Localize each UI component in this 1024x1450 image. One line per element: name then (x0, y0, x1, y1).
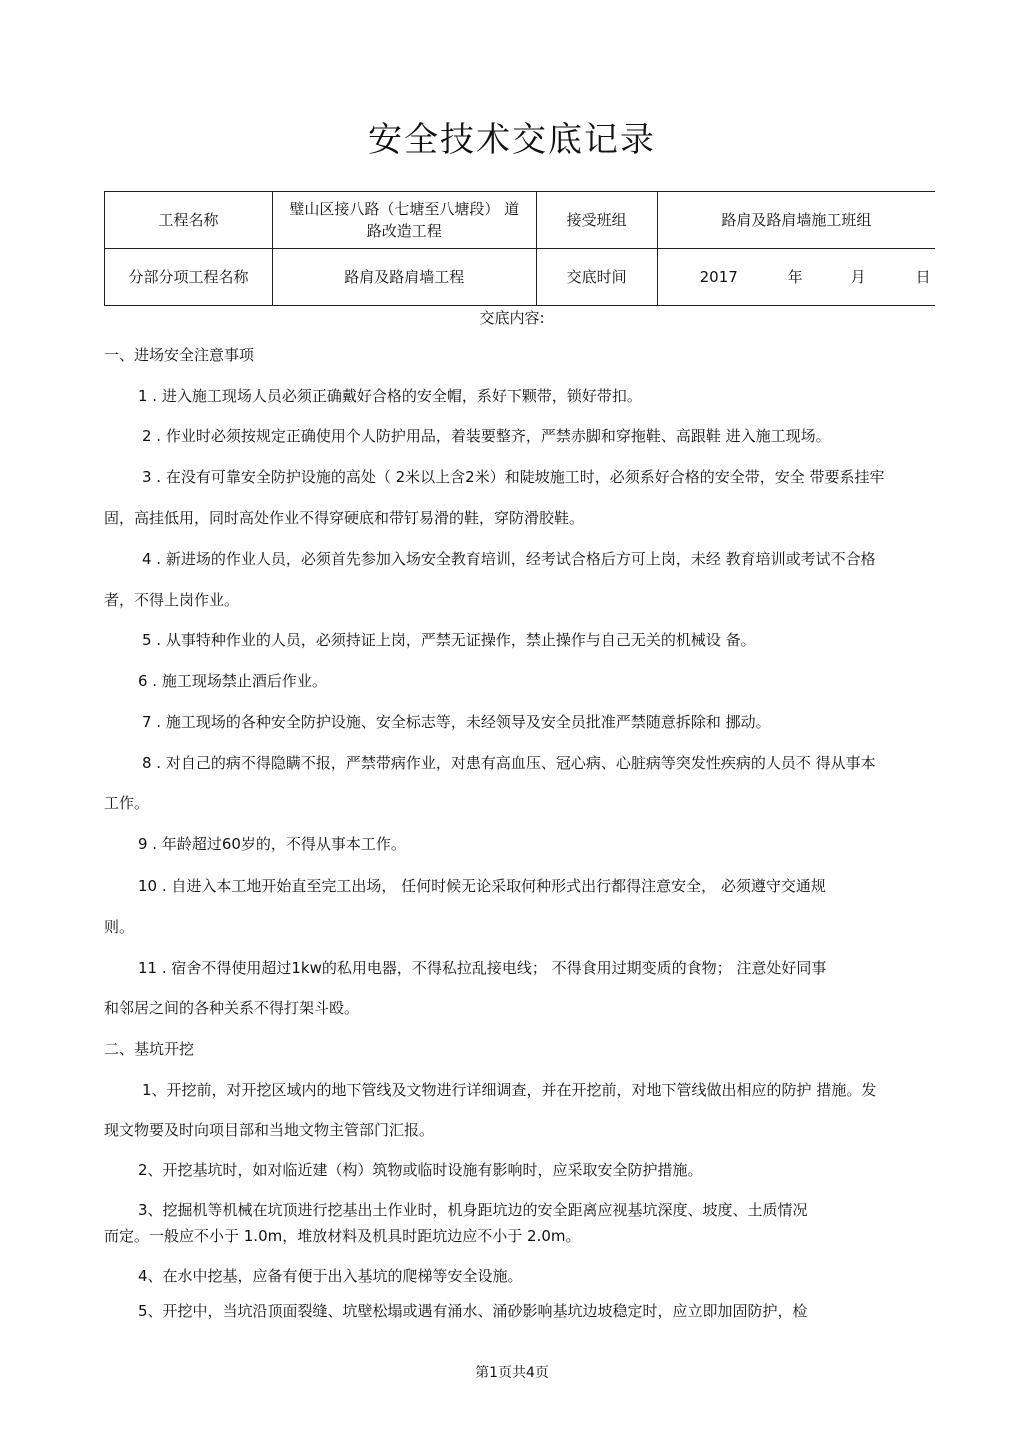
date-label: 交底时间 (536, 249, 657, 306)
sub-project-value: 路肩及路肩墙工程 (272, 249, 536, 306)
text-line: 11 . 宿舍不得使用超过1kw的私用电器，不得私拉乱接电线； 不得食用过期变质的食物； 注意处好同事 (138, 959, 827, 977)
text-line: 1 . 进入施工现场人员必须正确戴好合格的安全帽，系好下颗带，锁好带扣。 (138, 387, 642, 405)
text-line: 现文物要及时向项目部和当地文物主管部门汇报。 (104, 1121, 435, 1139)
text-line: 工作。 (104, 794, 150, 812)
section-heading: 二、基坑开挖 (104, 1040, 195, 1058)
text-line: 8 . 对自己的病不得隐瞒不报，严禁带病作业，对患有高血压、冠心病、心脏病等突发性疾病的人员不 得从事本 (142, 754, 876, 772)
project-name-line2: 路改造工程 (366, 222, 442, 240)
text-line: 1、开挖前，对开挖区域内的地下管线及文物进行详细调查，并在开挖前，对地下管线做出相应的防护 措施。发 (142, 1081, 877, 1099)
team-label: 接受班组 (536, 192, 657, 249)
project-name-value (272, 192, 536, 249)
text-line: 5、开挖中，当坑沿顶面裂缝、坑壁松塌或遇有涌水、涌砂影响基坑边坡稳定时，应立即加固防护，检 (138, 1302, 808, 1320)
text-line: 和邻居之间的各种关系不得打架斗殴。 (104, 999, 360, 1017)
text-line: 而定。一般应不小于 1.0m，堆放材料及机具时距坑边应不小于 2.0m。 (104, 1227, 581, 1245)
text-line: 3、挖掘机等机械在坑顶进行挖基出土作业时，机身距坑边的安全距离应视基坑深度、坡度、土质情况 (138, 1201, 808, 1219)
date-day-unit: 日 (915, 268, 931, 286)
date-year: 2017 (699, 268, 738, 286)
text-line: 7 . 施工现场的各种安全防护设施、安全标志等，未经领导及安全员批准严禁随意拆除和 挪动。 (142, 713, 771, 731)
sub-project-label: 分部分项工程名称 (105, 249, 273, 306)
text-line: 3 . 在没有可靠安全防护设施的高处（ 2米以上含2米）和陡坡施工时，必须系好合格的安全带，安全 带要系挂牢 (142, 468, 885, 486)
team-value: 路肩及路肩墙施工班组 (657, 192, 935, 249)
info-table (104, 191, 935, 306)
project-name-line1: 璧山区接八路（七塘至八塘段） 道 (289, 200, 520, 218)
text-line: 4 . 新进场的作业人员，必须首先参加入场安全教育培训，经考试合格后方可上岗，未经 教育培训或考试不合格 (142, 550, 876, 568)
project-name-label: 工程名称 (105, 192, 273, 249)
text-line: 2、开挖基坑时，如对临近建（构）筑物或临时设施有影响时，应采取安全防护措施。 (138, 1161, 703, 1179)
text-line: 固，高挂低用，同时高处作业不得穿硬底和带钉易滑的鞋，穿防滑胶鞋。 (104, 509, 585, 527)
page-footer: 第1页共4页 (475, 1365, 549, 1381)
text-line: 2 . 作业时必须按规定正确使用个人防护用品，着装要整齐，严禁赤脚和穿拖鞋、高跟鞋 进入施工现场。 (142, 427, 831, 445)
section-heading: 一、进场安全注意事项 (104, 346, 255, 364)
text-line: 4、在水中挖基，应备有便于出入基坑的爬梯等安全设施。 (138, 1267, 523, 1285)
date-year-unit: 年 (787, 268, 803, 286)
date-month-unit: 月 (850, 268, 866, 286)
text-line: 9 . 年龄超过60岁的，不得从事本工作。 (138, 835, 406, 853)
text-line: 5 . 从事特种作业的人员，必须持证上岗，严禁无证操作，禁止操作与自己无关的机械设 备。 (142, 631, 756, 649)
page-title: 安全技术交底记录 (368, 120, 656, 160)
text-line: 者，不得上岗作业。 (104, 591, 240, 609)
text-line: 则。 (104, 918, 135, 936)
text-line: 10 . 自进入本工地开始直至完工出场， 任何时候无论采取何种形式出行都得注意安全， 必须遵守交通规 (138, 877, 826, 895)
content-label: 交底内容: (479, 309, 545, 327)
date-value (657, 249, 935, 306)
text-line: 6 . 施工现场禁止酒后作业。 (138, 672, 327, 690)
